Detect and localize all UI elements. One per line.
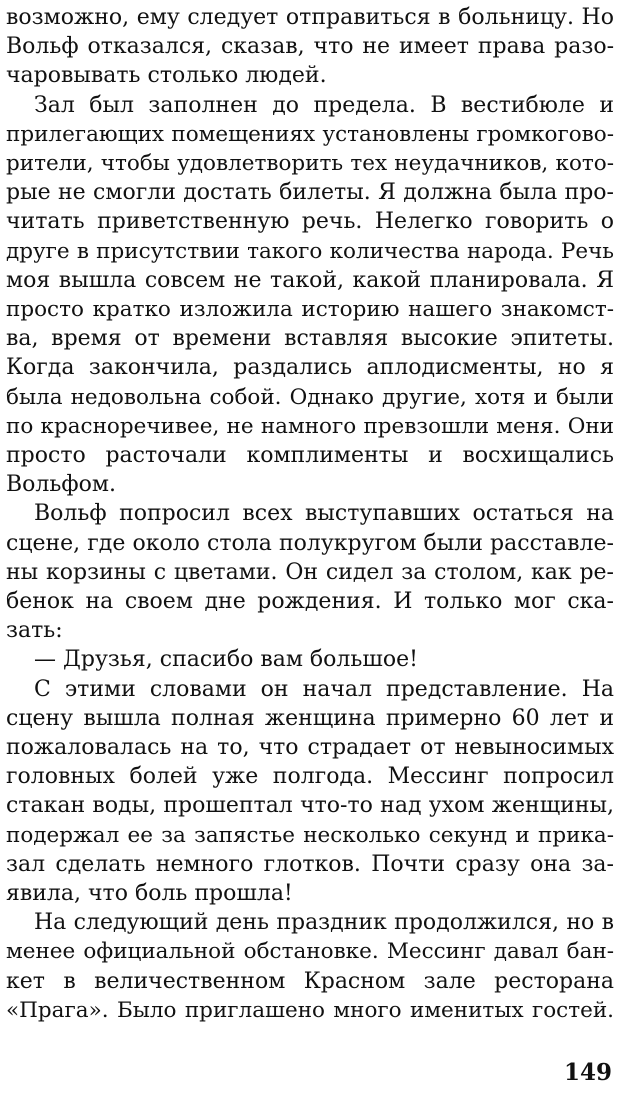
- text-line: Вольф отказался, сказав, что не имеет права разо-: [6, 34, 614, 60]
- text-line: пожаловалась на то, что страдает от невыносимых: [6, 735, 614, 760]
- text-line: возможно, ему следует отправиться в больницу. Но: [6, 5, 614, 30]
- text-line: головных болей уже полгода. Мессинг попросил: [6, 764, 614, 790]
- text-line: ва, время от времени вставляя высокие эпитеты.: [6, 326, 614, 352]
- text-line: подержал ее за запястье несколько секунд и прика-: [6, 822, 614, 848]
- text-line: стакан воды, прошептал что-то над ухом женщины,: [6, 793, 614, 819]
- text-line: бенок на своем дне рождения. И только мог ска-: [6, 589, 614, 614]
- text-line: На следующий день праздник продолжился, но в: [34, 910, 614, 936]
- text-line: рители, чтобы удовлетворить тех неудачников, кото-: [6, 151, 614, 176]
- page-number: 149: [563, 1059, 612, 1086]
- text-line: просто кратко изложила историю нашего знакомст-: [6, 297, 614, 322]
- text-line: прилегающих помещениях установлены громкогово-: [6, 121, 614, 147]
- text-line: друге в присутствии такого количества народа. Речь: [6, 238, 614, 264]
- text-line: зать:: [6, 618, 63, 644]
- text-line: Вольфом.: [6, 472, 116, 498]
- text-line: читать приветственную речь. Нелегко говорить о: [6, 209, 614, 235]
- text-line: менее официальной обстановке. Мессинг давал бан-: [6, 939, 614, 965]
- text-line: была недовольна собой. Однако другие, хотя и были: [6, 384, 614, 410]
- text-line: просто расточали комплименты и восхищались: [6, 443, 614, 468]
- book-page: [6, 0, 614, 1099]
- text-line: сцену вышла полная женщина примерно 60 лет и: [6, 705, 614, 731]
- text-line: Когда закончила, раздались аплодисменты, но я: [6, 355, 614, 381]
- text-line: С этими словами он начал представление. На: [34, 676, 614, 702]
- text-line: явила, что боль прошла!: [6, 881, 293, 906]
- text-line: по красноречивее, не намного превзошли меня. Они: [6, 413, 614, 439]
- text-line: Вольф попросил всех выступавших остаться на: [34, 501, 614, 527]
- text-line: — Друзья, спасибо вам большое!: [34, 647, 418, 673]
- text-line: чаровывать столько людей.: [6, 63, 327, 89]
- text-line: кет в величественном Красном зале ресторана: [6, 968, 614, 994]
- text-line: зал сделать немного глотков. Почти сразу она за-: [6, 851, 614, 877]
- text-line: рые не смогли достать билеты. Я должна была про-: [6, 180, 614, 206]
- text-line: моя вышла совсем не такой, какой планировала. Я: [6, 267, 614, 293]
- text-line: сцене, где около стола полукругом были расставле-: [6, 530, 614, 556]
- text-line: ны корзины с цветами. Он сидел за столом, как ре-: [6, 559, 614, 585]
- text-line: «Прага». Было приглашено много именитых гостей.: [6, 997, 614, 1023]
- text-line: Зал был заполнен до предела. В вестибюле и: [34, 92, 614, 118]
